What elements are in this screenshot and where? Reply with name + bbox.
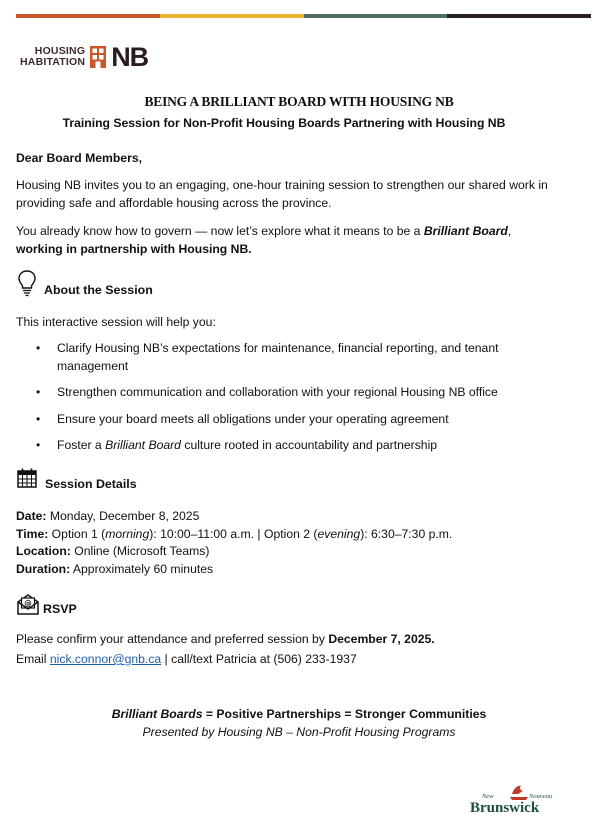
time-end: ): 6:30–7:30 p.m.	[360, 526, 453, 541]
time-mid: ): 10:00–11:00 a.m. | Option 2 (	[149, 526, 318, 541]
logo-door-icon	[89, 45, 107, 69]
duration-value: Approximately 60 minutes	[70, 561, 214, 576]
time-label: Time:	[16, 526, 49, 541]
about-intro: This interactive session will help you:	[16, 315, 216, 329]
location-value: Online (Microsoft Teams)	[70, 544, 210, 558]
color-bar-segment-1	[16, 14, 160, 18]
page-subtitle: Training Session for Non-Profit Housing Boards Partnering with Housing NB	[62, 116, 506, 130]
about-heading-text: About the Session	[44, 282, 153, 297]
time-morning: morning	[105, 526, 150, 541]
new-brunswick-logo	[468, 782, 560, 816]
logo-words	[20, 46, 85, 68]
govern-paragraph	[16, 223, 561, 258]
duration-label: Duration:	[16, 561, 71, 576]
color-bar-segment-3	[304, 14, 448, 18]
location-label: Location:	[16, 544, 71, 558]
time-evening: evening	[317, 526, 361, 541]
about-bullet-2: • Strengthen communication and collaboration with your regional Housing NB office	[16, 384, 561, 402]
govern-comma: ,	[507, 224, 512, 238]
about-section-heading	[16, 269, 153, 297]
footer-presented: Presented by Housing NB – Non-Profit Housing Programs	[142, 725, 456, 739]
time-opt1: Option 1 (	[48, 526, 106, 541]
about-bullet-list	[16, 340, 561, 455]
session-details	[16, 508, 576, 578]
about-bullet-3: • Ensure your board meets all obligations under your operating agreement	[16, 411, 561, 429]
logo-nouveau-text: Nouveau	[529, 793, 553, 800]
rsvp-contact	[16, 651, 576, 669]
page-title: BEING A BRILLIANT BOARD WITH HOUSING NB	[144, 94, 454, 109]
lightbulb-icon	[16, 269, 38, 297]
rsvp-section-heading	[16, 592, 77, 616]
rsvp-confirm	[16, 631, 576, 649]
bullet4-em: Brilliant Board	[105, 438, 181, 452]
details-heading-text: Session Details	[45, 476, 137, 491]
logo-line-habitation: HABITATION	[20, 56, 86, 68]
detail-duration	[16, 561, 576, 579]
footer-brilliant: Brilliant Boards	[111, 707, 203, 721]
date-label: Date:	[16, 509, 47, 523]
about-bullet-4	[16, 437, 561, 455]
color-bar-segment-4	[447, 14, 591, 18]
logo-line-housing: HOUSING	[34, 45, 86, 57]
logo-brunswick-text: Brunswick	[470, 800, 540, 816]
email-link[interactable]: nick.connor@gnb.ca	[49, 652, 162, 666]
color-bar-segment-2	[160, 14, 304, 18]
rsvp-confirm-text: Please confirm your attendance and preferred session by	[16, 632, 329, 646]
intro-paragraph: Housing NB invites you to an engaging, one-hour training session to strengthen our shared work in providing safe and affordable housing across the province.	[16, 178, 548, 210]
detail-location	[16, 543, 576, 561]
rsvp-heading-text: RSVP	[43, 601, 77, 616]
email-envelope-icon	[16, 592, 40, 616]
govern-tail: working in partnership with Housing NB.	[16, 241, 252, 256]
greeting: Dear Board Members,	[16, 151, 142, 165]
housing-nb-logo	[20, 44, 148, 70]
bullet4-post: culture rooted in accountability and partnership	[180, 438, 438, 452]
footer-tagline	[16, 706, 582, 724]
detail-time	[16, 526, 576, 544]
date-value: Monday, December 8, 2025	[46, 509, 200, 523]
about-bullet-1: • Clarify Housing NB’s expectations for maintenance, financial reporting, and tenant management	[16, 340, 561, 375]
logo-new-text: New	[482, 793, 494, 800]
detail-date	[16, 508, 576, 526]
calendar-icon	[16, 467, 38, 489]
email-label: Email	[16, 652, 50, 666]
svg-text:@: @	[24, 599, 32, 608]
top-color-bar	[16, 14, 591, 18]
call-text: | call/text Patricia at (506) 233-1937	[161, 652, 357, 666]
bullet4-pre: Foster a	[57, 438, 106, 452]
rsvp-deadline: December 7, 2025.	[328, 632, 435, 646]
details-section-heading	[16, 467, 137, 489]
govern-brilliant: Brilliant Board	[423, 224, 508, 238]
logo-nb: NB	[111, 42, 149, 72]
footer-tagline-text: = Positive Partnerships = Stronger Communities	[202, 707, 487, 721]
govern-lead: You already know how to govern — now let’s explore what it means to be a	[16, 224, 424, 238]
